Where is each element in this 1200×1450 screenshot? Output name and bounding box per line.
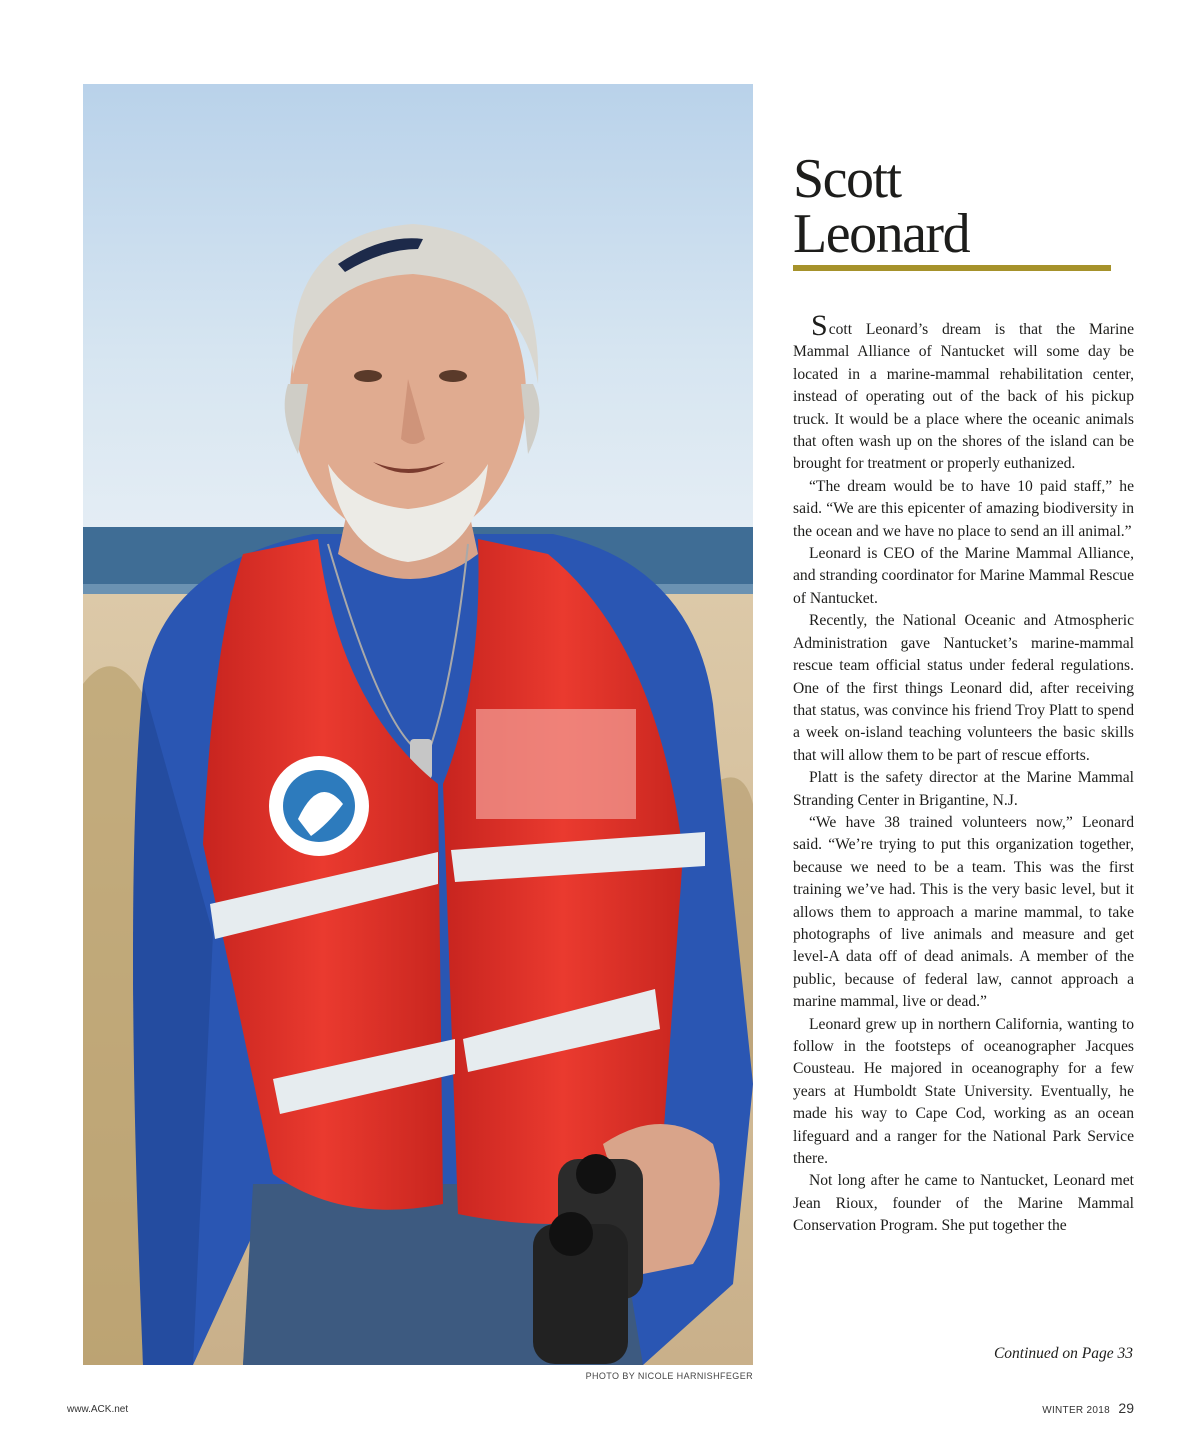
- article-body: [793, 309, 1134, 1238]
- headline-rule: [793, 265, 1111, 271]
- headline-line-2: Leonard: [793, 203, 970, 265]
- article-paragraph-7: Leonard grew up in northern California, wanting to follow in the footsteps of oceanographer Jacques Cousteau. He majored in oceanography for a few years at Humboldt State University. Eventually, he made his way to Cape Cod, working as an ocean lifeguard and a ranger for the National Park Service there.: [793, 1015, 1134, 1168]
- article-paragraph-8: Not long after he came to Nantucket, Leonard met Jean Rioux, founder of the Marine Mammal Conservation Program. She put together the: [793, 1172, 1134, 1235]
- paragraph-text: cott Leonard’s dream is that the Marine Mammal Alliance of Nantucket will some day be located in a marine-mammal rehabilitation center, instead of operating out of the back of his pickup truck. It would be a place where the oceanic animals that often wash up on the shores of the island can be brought for treatment or properly euthanized.: [793, 321, 1134, 473]
- issue-label: WINTER 2018: [1042, 1405, 1110, 1416]
- footer-website[interactable]: www.ACK.net: [67, 1404, 129, 1415]
- article-paragraph-6: “We have 38 trained volunteers now,” Leonard said. “We’re trying to put this organization together, because we need to be a team. This was the first training we’ve had. This is the very basic level, but it allows them to approach a marine mammal, to take photographs of live animals and measure and get level-A data off of dead animals. A member of the public, because of federal law, cannot approach a marine mammal, live or dead.”: [793, 813, 1134, 1011]
- drop-cap: S: [811, 309, 828, 342]
- article-paragraph-1: [793, 309, 1134, 476]
- portrait-photo: [83, 84, 753, 1365]
- photo-credit: PHOTO BY NICOLE HARNISHFEGER: [585, 1371, 753, 1381]
- article-paragraph-5: Platt is the safety director at the Marine Mammal Stranding Center in Brigantine, N.J.: [793, 769, 1134, 809]
- article-paragraph-4: Recently, the National Oceanic and Atmospheric Administration gave Nantucket’s marine-mammal rescue team official status under federal regulations. One of the first things Leonard did, after receiving that status, was convince his friend Troy Platt to spend a week on-island teaching volunteers the basic skills that will allow them to be part of rescue efforts.: [793, 612, 1134, 764]
- article-paragraph-2: “The dream would be to have 10 paid staff,” he said. “We are this epicenter of amazing biodiversity in the ocean and we have no place to send an ill animal.”: [793, 477, 1134, 540]
- headline-line-1: Scott: [793, 148, 901, 210]
- article-paragraph-3: Leonard is CEO of the Marine Mammal Alliance, and stranding coordinator for Marine Mammal Rescue of Nantucket.: [793, 545, 1134, 607]
- page-number: 29: [1118, 1400, 1134, 1416]
- article-headline: [793, 148, 970, 265]
- footer-folio: [1042, 1400, 1134, 1418]
- continued-link[interactable]: Continued on Page 33: [993, 1345, 1133, 1362]
